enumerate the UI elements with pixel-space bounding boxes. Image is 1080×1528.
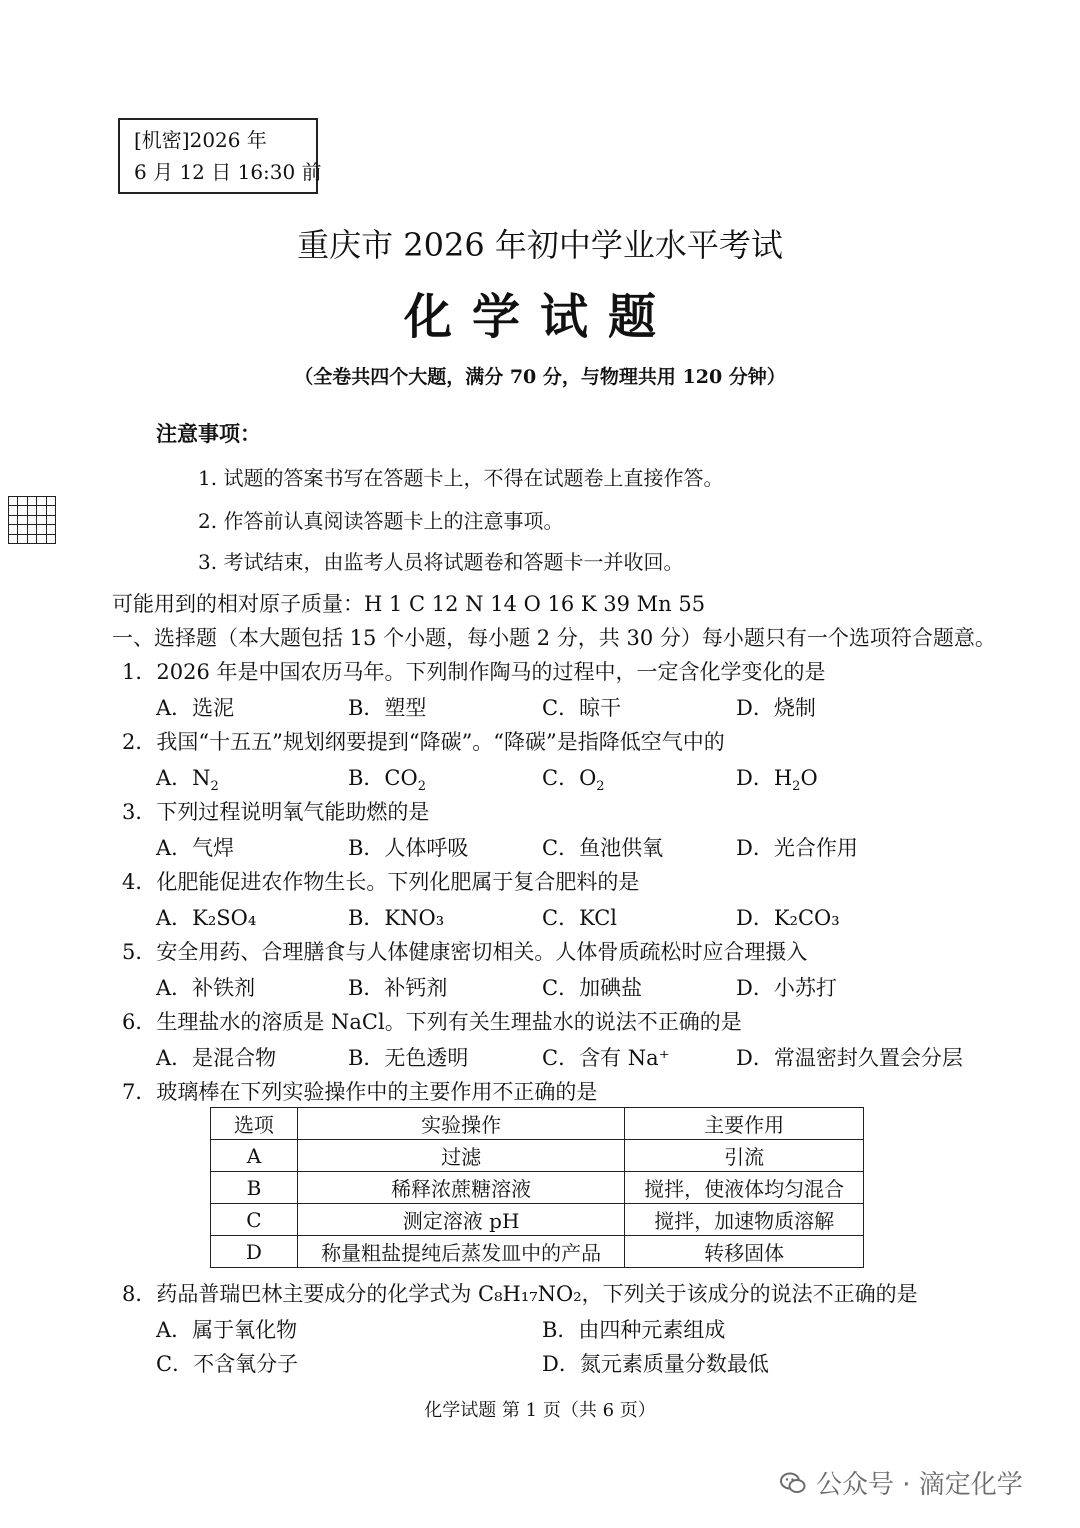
question-1-option-b: B．塑型 [348, 696, 427, 720]
question-4-option-b: B．KNO₃ [348, 906, 445, 930]
question-2-option-c: C．$O_2$ [542, 766, 605, 795]
question-6-option-b: B．无色透明 [348, 1046, 469, 1070]
table-cell: 稀释浓蔗糖溶液 [297, 1172, 624, 1204]
table-cell: 搅拌，加速物质溶解 [625, 1204, 864, 1236]
question-4-option-d: D．K₂CO₃ [736, 906, 840, 930]
question-8-option-d: D．氮元素质量分数最低 [542, 1352, 769, 1376]
table-cell: B [211, 1172, 298, 1204]
table-header-cell: 实验操作 [297, 1108, 624, 1140]
wechat-icon [780, 1472, 806, 1494]
question-6-option-d: D．常温密封久置会分层 [736, 1046, 963, 1070]
table-header-cell: 主要作用 [625, 1108, 864, 1140]
question-5-option-c: C．加碘盐 [542, 976, 643, 1000]
confidential-line1: [机密]2026 年 [134, 128, 267, 152]
table-cell: 测定溶液 pH [297, 1204, 624, 1236]
table-cell: D [211, 1236, 298, 1268]
question-2-option-d: D．$H_2O$ [736, 766, 818, 795]
section-1-heading: 一、选择题（本大题包括 15 个小题，每小题 2 分，共 30 分）每小题只有一个选项符合题意。 [112, 626, 996, 650]
question-1-option-c: C．晾干 [542, 696, 622, 720]
confidential-line2: 6 月 12 日 16:30 前 [134, 160, 322, 184]
main-title: 化学试题 [403, 289, 676, 345]
question-1-stem: 1．2026 年是中国农历马年。下列制作陶马的过程中，一定含化学变化的是 [122, 660, 826, 684]
question-8-option-c: C．不含氧分子 [156, 1352, 299, 1376]
question-3-option-a: A．气焊 [156, 836, 235, 860]
watermark [780, 1464, 1023, 1501]
exam-subtitle: （全卷共四个大题，满分 70 分，与物理共用 120 分钟） [294, 366, 786, 388]
question-3-stem: 3．下列过程说明氧气能助燃的是 [122, 800, 430, 824]
table-row [211, 1140, 864, 1172]
question-3-option-b: B．人体呼吸 [348, 836, 469, 860]
question-6-stem: 6．生理盐水的溶质是 NaCl。下列有关生理盐水的说法不正确的是 [122, 1010, 742, 1034]
question-6-option-c: C．含有 Na⁺ [542, 1046, 670, 1070]
table-header-cell: 选项 [211, 1108, 298, 1140]
question-2-stem: 2．我国“十五五”规划纲要提到“降碳”。“降碳”是指降低空气中的 [122, 730, 725, 754]
confidential-stamp [118, 118, 322, 194]
table-cell: 搅拌，使液体均匀混合 [625, 1172, 864, 1204]
table-cell: 过滤 [297, 1140, 624, 1172]
exam-title: 重庆市 2026 年初中学业水平考试 [297, 226, 783, 264]
question-3-option-d: D．光合作用 [736, 836, 858, 860]
table-cell: 转移固体 [625, 1236, 864, 1268]
question-2-option-a: A．$N_2$ [156, 766, 219, 795]
question-8-option-b: B．由四种元素组成 [542, 1318, 726, 1342]
question-4-option-c: C．KCl [542, 906, 617, 930]
table-row [211, 1236, 864, 1268]
question-6-option-a: A．是混合物 [156, 1046, 277, 1070]
table-cell: 称量粗盐提纯后蒸发皿中的产品 [297, 1236, 624, 1268]
question-8-option-a: A．属于氧化物 [156, 1318, 298, 1342]
watermark-text: 公众号 · 滴定化学 [816, 1470, 1023, 1500]
question-5-option-a: A．补铁剂 [156, 976, 256, 1000]
experiment-table [210, 1107, 864, 1268]
atomic-masses: 可能用到的相对原子质量：H 1 C 12 N 14 O 16 K 39 Mn 55 [112, 592, 706, 616]
grid-icon [8, 496, 56, 544]
note-item-3: 3. 考试结束，由监考人员将试题卷和答题卡一并收回。 [198, 550, 684, 574]
question-1-option-a: A．选泥 [156, 696, 235, 720]
table-cell: A [211, 1140, 298, 1172]
note-item-1: 1. 试题的答案书写在答题卡上，不得在试题卷上直接作答。 [198, 466, 724, 490]
table-row [211, 1172, 864, 1204]
question-2-option-b: B．$CO_2$ [348, 766, 426, 795]
question-4-stem: 4．化肥能促进农作物生长。下列化肥属于复合肥料的是 [122, 870, 640, 894]
table-cell: C [211, 1204, 298, 1236]
notes-heading: 注意事项： [156, 421, 261, 446]
table-header-row [211, 1108, 864, 1140]
page-footer: 化学试题 第 1 页（共 6 页） [424, 1400, 656, 1421]
question-5-stem: 5．安全用药、合理膳食与人体健康密切相关。人体骨质疏松时应合理摄入 [122, 940, 808, 964]
question-3-option-c: C．鱼池供氧 [542, 836, 664, 860]
question-1-option-d: D．烧制 [736, 696, 816, 720]
table-cell: 引流 [625, 1140, 864, 1172]
note-item-2: 2. 作答前认真阅读答题卡上的注意事项。 [198, 509, 564, 533]
question-8-stem: 8．药品普瑞巴林主要成分的化学式为 C₈H₁₇NO₂，下列关于该成分的说法不正确的是 [122, 1282, 918, 1306]
question-7-stem: 7．玻璃棒在下列实验操作中的主要作用不正确的是 [122, 1080, 598, 1104]
table-row [211, 1204, 864, 1236]
question-4-option-a: A．K₂SO₄ [156, 906, 257, 930]
question-5-option-d: D．小苏打 [736, 976, 837, 1000]
question-5-option-b: B．补钙剂 [348, 976, 448, 1000]
